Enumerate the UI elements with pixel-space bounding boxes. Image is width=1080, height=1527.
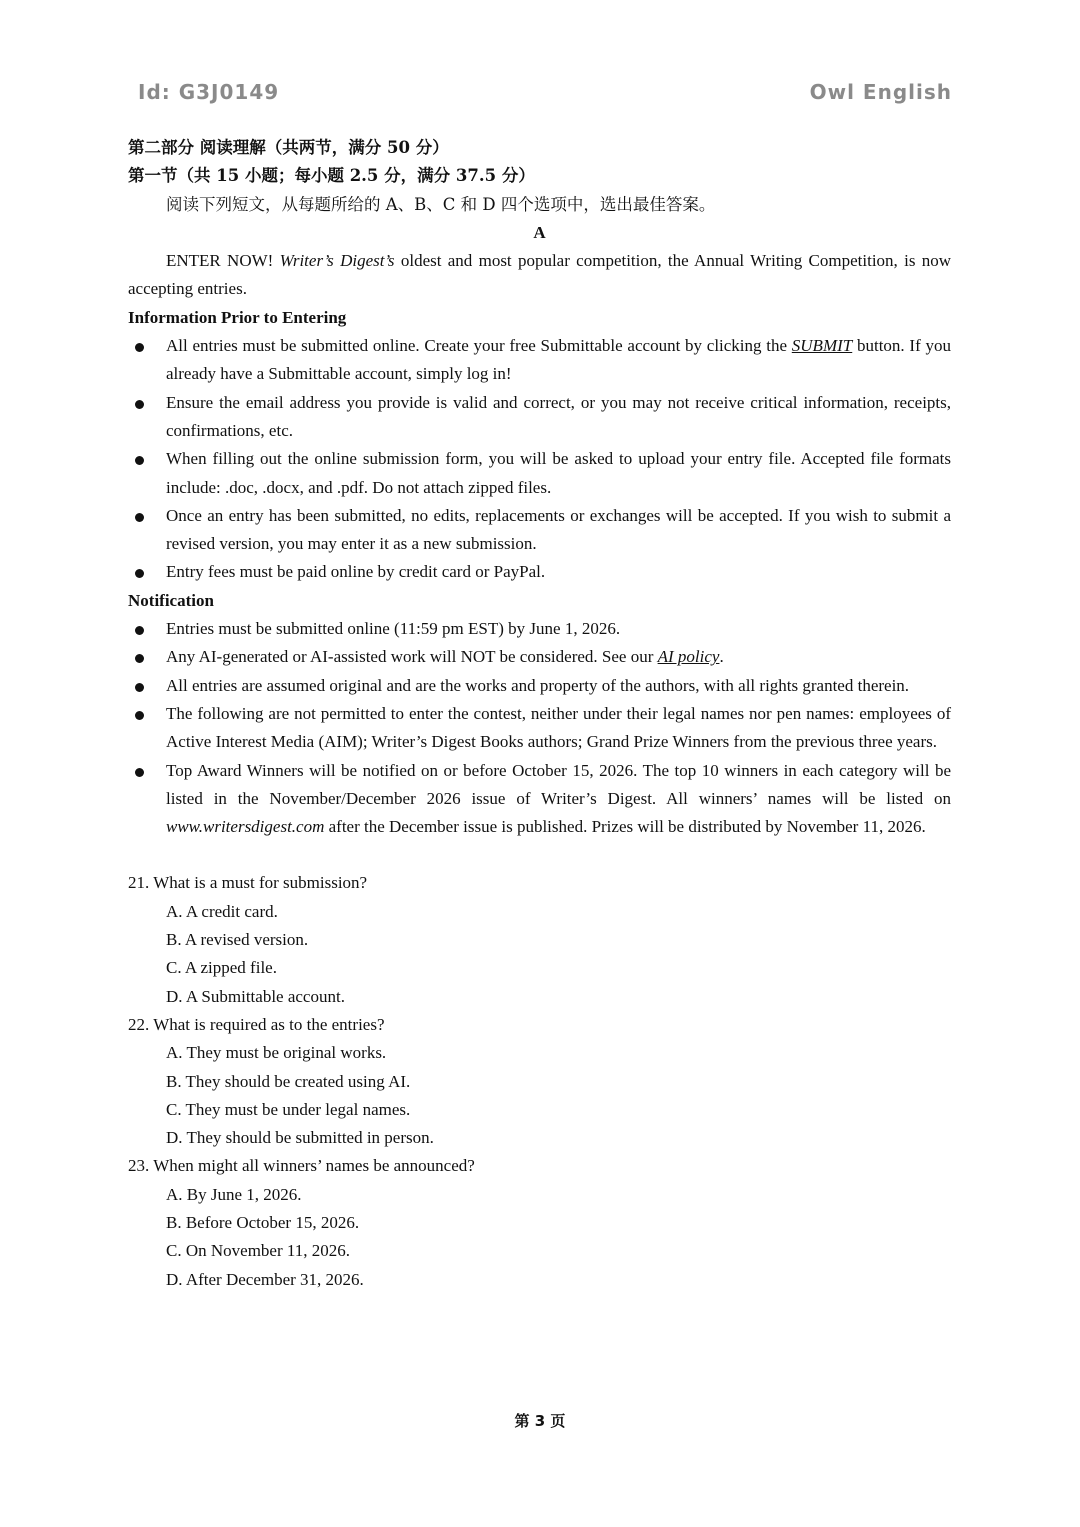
part-title: 第二部分 阅读理解（共两节，满分 50 分） [128,138,449,157]
list-item [128,643,951,671]
brand-name: Owl English [809,80,952,104]
intro-italic: Writer’s Digest’s [279,251,395,271]
bullet-icon [135,456,144,465]
notification-text: Top Award Winners will be notified on or before October 15, 2026. The top 10 winners in each category will be listed in the November/December 2026 issue of Writer’s Digest. All winners’ names will be listed on [166,760,951,808]
list-item [128,700,951,757]
option-a: A. They must be original works. [166,1043,387,1063]
notification-text: Entries must be submitted online (11:59 pm EST) by June 1, 2026. [166,619,621,639]
list-item [128,558,951,586]
option-b: B. A revised version. [166,930,309,950]
intro-rest: oldest and most popular competition, the Annual Writing Competition, is now accepting entries. [128,251,952,299]
bullet-icon [135,513,144,522]
option-a: A. A credit card. [166,901,278,921]
bullet-icon [135,343,144,352]
info-list [128,332,951,587]
option-c: C. A zipped file. [166,958,277,978]
option-d: D. They should be submitted in person. [166,1128,434,1148]
question-21 [128,869,951,1010]
option-a: A. By June 1, 2026. [166,1184,302,1204]
passage-letter: A [533,222,546,242]
list-item [128,445,951,502]
info-text: When filling out the online submission form, you will be asked to upload your entry file. Accepted file formats include: .doc, .docx, and .pdf. Do not attach zipped files. [166,449,951,497]
question-22 [128,1011,951,1152]
bullet-icon [135,626,144,635]
notification-text: Any AI-generated or AI-assisted work will NOT be considered. See our [166,647,658,667]
option-b: B. They should be created using AI. [166,1071,411,1091]
submit-link[interactable]: SUBMIT [791,336,853,356]
option-d: D. After December 31, 2026. [166,1269,364,1289]
list-item [128,757,951,842]
list-item [128,389,951,446]
spacer [128,841,951,869]
notification-text: All entries are assumed original and are the works and property of the authors, with all rights granted therein. [166,675,910,695]
page-content [128,134,951,1294]
bullet-icon [135,569,144,578]
info-text: All entries must be submitted online. Create your free Submittable account by clicking the [166,336,792,356]
question-stem: 21. What is a must for submission? [128,873,368,893]
question-stem: 23. When might all winners’ names be announced? [128,1156,475,1176]
bullet-icon [135,768,144,777]
info-text: Ensure the email address you provide is valid and correct, or you may not receive critical information, receipts, confirmations, etc. [166,392,951,440]
notification-list [128,615,951,841]
bullet-icon [135,711,144,720]
notification-heading: Notification [128,590,214,610]
notification-text: The following are not permitted to enter the contest, neither under their legal names nor pen names: employees of Active Interest Media (AIM); Writer’s Digest Books authors; Grand Prize Winners from the previous three years. [166,703,951,752]
info-text: button. If you already have a Submittable account, simply log in! [166,336,951,384]
instruction: 阅读下列短文，从每题所给的 A、B、C 和 D 四个选项中，选出最佳答案。 [166,194,716,214]
option-c: C. They must be under legal names. [166,1099,411,1119]
option-c: C. On November 11, 2026. [166,1241,350,1261]
notification-text: after the December issue is published. Prizes will be distributed by November 11, 2026. [324,817,926,837]
page-number: 第 3 页 [514,1412,566,1430]
bullet-icon [135,654,144,663]
list-item [128,672,951,700]
bullet-icon [135,683,144,692]
list-item [128,332,951,389]
option-d: D. A Submittable account. [166,986,345,1006]
notification-text: . [719,647,724,667]
website-url: www.writersdigest.com [166,817,325,837]
bullet-icon [135,400,144,409]
info-heading: Information Prior to Entering [128,307,347,327]
question-23 [128,1152,951,1293]
info-text: Entry fees must be paid online by credit card or PayPal. [166,562,546,582]
ai-policy-link[interactable]: AI policy [657,647,720,667]
subsection-title: 第一节（共 15 小题；每小题 2.5 分，满分 37.5 分） [128,166,535,186]
document-id: Id: G3J0149 [138,80,280,104]
list-item [128,615,951,643]
intro-start: ENTER NOW! [166,251,280,271]
info-text: Once an entry has been submitted, no edits, replacements or exchanges will be accepted. If you wish to submit a revised version, you may enter it as a new submission. [166,505,951,554]
option-b: B. Before October 15, 2026. [166,1212,360,1232]
passage-intro [128,247,951,304]
question-stem: 22. What is required as to the entries? [128,1014,385,1034]
list-item [128,502,951,559]
